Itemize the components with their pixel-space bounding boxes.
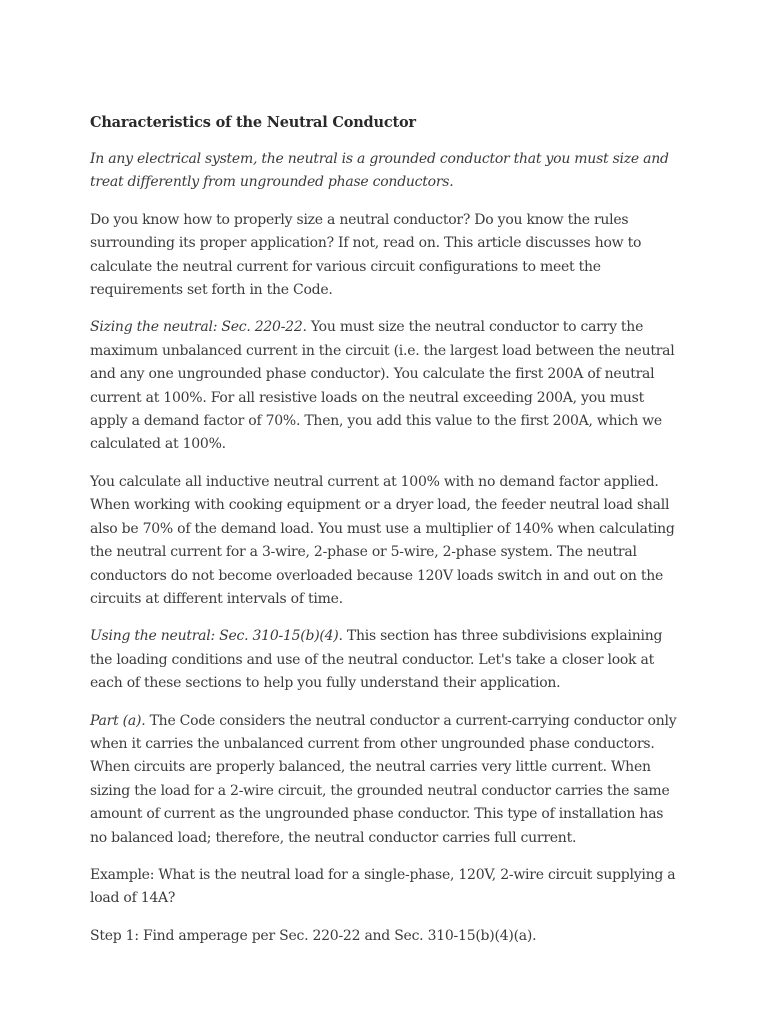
- part-a-paragraph: [90, 710, 680, 850]
- sizing-text: You must size the neutral conductor to carry the maximum unbalanced current in the circuit (i.e. the largest load between the neutral and any one ungrounded phase conductor). You calculate the first 200A of neutral current at 100%. For all resistive loads on the neutral exceeding 200A, you must apply a demand factor of 70%. Then, you add this value to the first 200A, which we calculated at 100%.: [90, 319, 675, 453]
- using-paragraph: [90, 625, 680, 695]
- article-lead: In any electrical system, the neutral is a grounded conductor that you must size and treat differently from ungrounded phase conductors.: [90, 151, 669, 191]
- sizing-heading: Sizing the neutral: Sec. 220-22.: [90, 319, 307, 336]
- article-title: Characteristics of the Neutral Conductor: [90, 114, 416, 131]
- sizing-paragraph: [90, 316, 680, 456]
- example-paragraph: Example: What is the neutral load for a single-phase, 120V, 2-wire circuit supplying a load of 14A?: [90, 866, 676, 907]
- part-a-text: . The Code considers the neutral conductor a current-carrying conductor only when it carries the unbalanced current from other ungrounded phase conductors. When circuits are properly balanced, the neutral carries very little current. When sizing the load for a 2-wire circuit, the grounded neutral conductor carries the same amount of current as the ungrounded phase conductor. This type of installation has no balanced load; therefore, the neutral conductor carries full current.: [90, 712, 677, 846]
- intro-paragraph: Do you know how to properly size a neutral conductor? Do you know the rules surrounding its proper application? If not, read on. This article discusses how to calculate the neutral current for various circuit configurations to meet the requirements set forth in the Code.: [90, 211, 642, 299]
- using-text: . This section has three subdivisions explaining the loading conditions and use of the neutral conductor. Let's take a closer look at each of these sections to help you fully understand their application.: [90, 628, 663, 692]
- inductive-paragraph: You calculate all inductive neutral current at 100% with no demand factor applied. When working with cooking equipment or a dryer load, the feeder neutral load shall also be 70% of the demand load. You must use a multiplier of 140% when calculating the neutral current for a 3-wire, 2-phase or 5-wire, 2-phase system. The neutral conductors do not become overloaded because 120V loads switch in and out on the circuits at different intervals of time.: [90, 473, 675, 607]
- part-a-heading: Part (a): [90, 712, 142, 729]
- article: [90, 111, 680, 962]
- using-heading: Using the neutral: Sec. 310-15(b)(4): [90, 628, 339, 645]
- step1-paragraph: Step 1: Find amperage per Sec. 220-22 and Sec. 310-15(b)(4)(a).: [90, 927, 537, 944]
